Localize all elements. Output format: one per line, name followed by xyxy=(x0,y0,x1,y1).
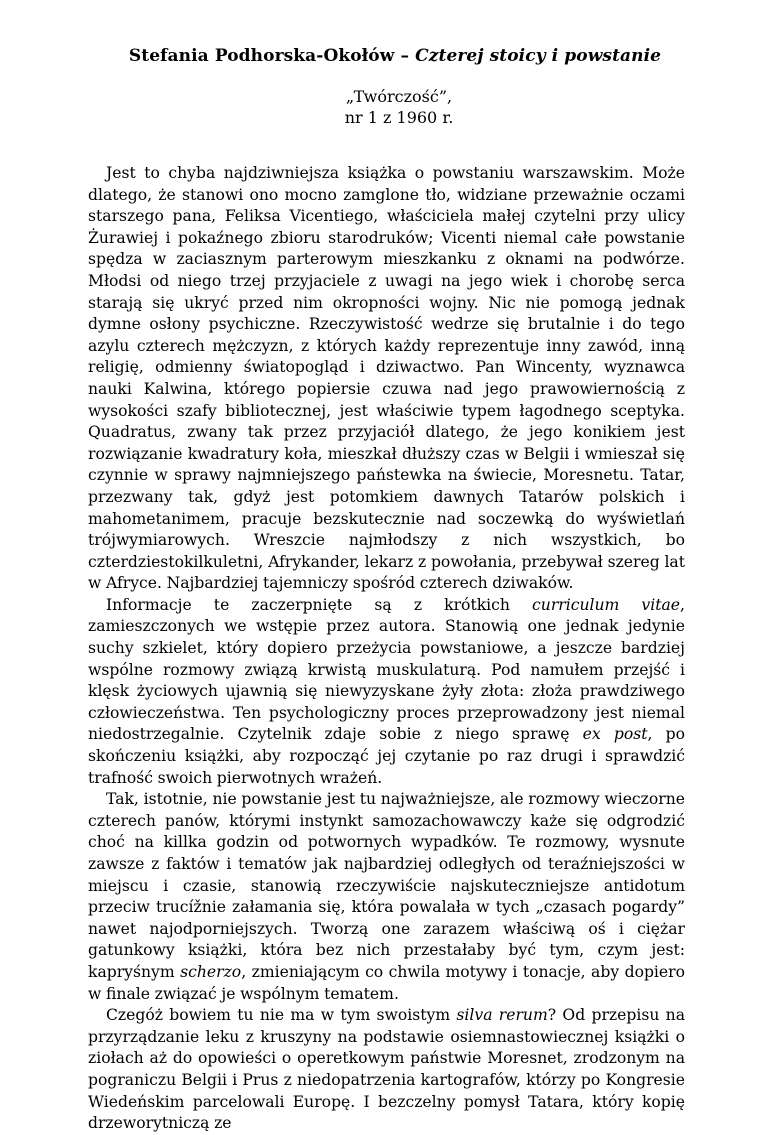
text-run: Tak, istotnie, nie powstanie jest tu najważniejsze, ale rozmowy wieczorne czterech panów, którymi instynkt samozachowawczy każe się odgrodzić choć na killka godzin od potwornych wypadków. Te rozmowy, wysnute zawsze z faktów i tematów jak najbardziej odległych od teraźniejszości w miejscu i czasie, stanowią rzeczywiście najskuteczniejsze antidotum przeciw trucížnie załamania się, która powalała w tych „czasach pogardy” nawet najodporniejszych. Tworzą one zarazem właściwą oś i ciężar gatunkowy książki, która bez nich przestałaby być tym, czym jest: kapryśnym xyxy=(88,790,685,981)
text-run: , po skończeniu książki, aby rozpocząć jej czytanie po raz drugi i sprawdzić trafność swoich pierwotnych wrażeń. xyxy=(88,725,685,787)
work-title: Czterej stoicy i powstanie xyxy=(415,46,662,66)
paragraph xyxy=(88,163,685,595)
italic-phrase: ex post xyxy=(582,725,648,744)
heading-dash: – xyxy=(394,46,416,66)
text-run: Jest to chyba najdziwniejsza książka o powstaniu warszawskim. Może dlatego, że stanowi ono mocno zamglone tło, widziane przeważnie oczami starszego pana, Feliksa Vicentiego, właściciela małej czytelni przy ulicy Żurawiej i pokaźnego zbioru starodruków; Vicenti niemal całe powstanie spędza w zaciasznym parterowym mieszkanku z oknami na podwórze. Młodsi od niego trzej przyjaciele z uwagi na jego wiek i chorobę serca starają się ukryć przed nim okropności wojny. Nic nie pomogą jednak dymne osłony psychiczne. Rzeczywistość wedrze się brutalnie i do tego azylu czterech mężczyzn, z których każdy reprezentuje inny zawód, inną religię, odmienny światopogląd i dziwactwo. Pan Wincenty, wyznawca nauki Kalwina, którego popiersie czuwa nad jego prawowiernością z wysokości szafy bibliotecznej, jest właściwie typem łagodnego sceptyka. Quadratus, zwany tak przez przyjaciół dlatego, że jego konikiem jest rozwiązanie kwadratury koła, mieszkał dłuższy czas w Belgii i wmieszał się czynnie w sprawy najmniejszego państewka na świecie, Moresnetu. Tatar, przezwany tak, gdyż jest potomkiem dawnych Tatarów polskich i mahometanimem, pracuje bezskutecznie nad soczewką do wyświetlań trójwymiarowych. Wreszcie najmłodszy z nich wszystkich, bo czterdziestokilkuletni, Afrykander, lekarz z powołania, przebywał szereg lat w Afryce. Najbardziej tajemniczy spośród czterech dziwaków. xyxy=(88,164,685,593)
paragraph xyxy=(88,595,685,789)
text-run: ? Od przepisu na przyrządzanie leku z kruszyny na podstawie osiemnastowiecznej książki o ziołach aż do opowieści o operetkowym państwie Moresnet, zrodzonym na pograniczu Belgii i Prus z niedopatrzenia kartografów, którzy po Kongresie Wiedeńskim parcelowali Europę. I bezczelny pomysł Tatara, który kopię drzeworytniczą ze xyxy=(88,1006,685,1133)
paragraph xyxy=(88,1005,685,1135)
author-name: Stefania Podhorska-Okołów xyxy=(128,46,395,66)
issue-number: nr 1 z 1960 r. xyxy=(344,108,454,127)
article-heading xyxy=(0,44,768,68)
text-run: Czegóż bowiem tu nie ma w tym swoistym xyxy=(106,1006,457,1025)
source-citation xyxy=(0,86,768,128)
italic-phrase: curriculum vitae xyxy=(532,595,681,614)
italic-phrase: silva rerum xyxy=(456,1006,548,1025)
paragraph xyxy=(88,789,685,1005)
italic-phrase: scherzo xyxy=(180,962,242,981)
text-run: Informacje te zaczerpnięte są z krótkich xyxy=(106,595,533,614)
text-run: , zamieszczonych we wstępie przez autora. Stanowią one jednak jedynie suchy szkielet, który dopiero przeżycia powstaniowe, a jeszcze bardziej wspólne rozmowy związą krwistą muskulaturą. Pod namułem przejść i klęsk życiowych ujawnią się niewyzyskane żyły złota: złoża prawdziwego człowieczeństwa. Ten psychologiczny proces przeprowadzony jest niemal niedostrzegalnie. Czytelnik zdaje sobie z niego sprawę xyxy=(88,595,685,744)
text-run: , zmieniającym co chwila motywy i tonacje, aby dopiero w finale związać je wspólnym tematem. xyxy=(88,962,685,1003)
journal-name: „Twórczość”, xyxy=(345,87,453,106)
article-body xyxy=(88,163,685,1135)
